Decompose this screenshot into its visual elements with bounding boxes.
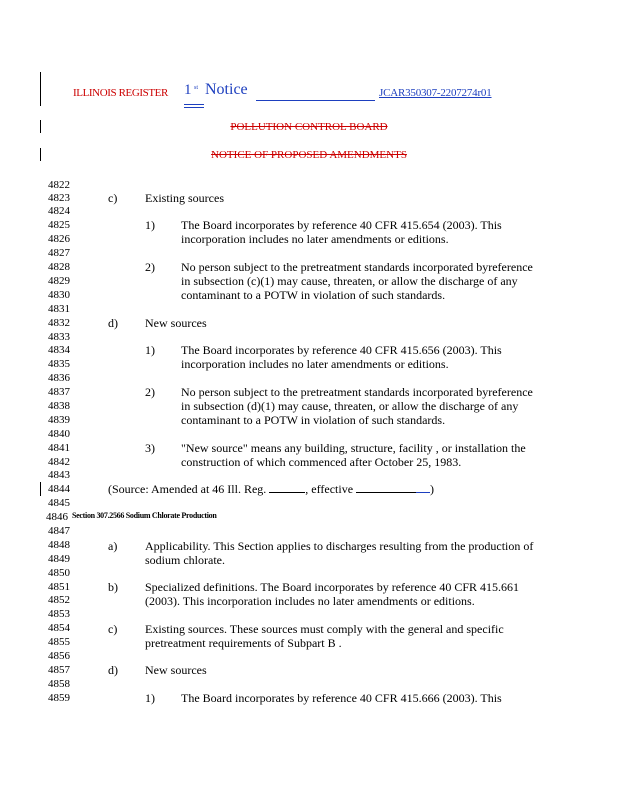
paragraph-text: The Board incorporates by reference 40 CFR 415.654 (2003). This	[181, 218, 502, 232]
line-number: 4854	[48, 622, 70, 634]
line-number: 4832	[48, 317, 70, 329]
paragraph-label: 2)	[145, 260, 155, 274]
line-number: 4851	[48, 581, 70, 593]
paragraph-text: No person subject to the pretreatment standards incorporated byreference	[181, 385, 533, 399]
notice-title: NOTICE OF PROPOSED AMENDMENTS	[211, 149, 407, 161]
paragraph-text: "New source" means any building, structure, facility , or installation the	[181, 441, 526, 455]
header-underline	[184, 104, 204, 105]
line-number: 4822	[48, 179, 70, 191]
line-number: 4828	[48, 261, 70, 273]
paragraph-text: The Board incorporates by reference 40 CFR 415.656 (2003). This	[181, 343, 502, 357]
paragraph-text: No person subject to the pretreatment standards incorporated byreference	[181, 260, 533, 274]
paragraph-text: (2003). This incorporation includes no later amendments or editions.	[145, 594, 475, 608]
subsection-label: d)	[108, 663, 118, 677]
issue-suffix: st	[194, 85, 199, 91]
line-number: 4838	[48, 400, 70, 412]
section-heading: Section 307.2566 Sodium Chlorate Production	[72, 511, 217, 520]
source-note	[108, 482, 434, 496]
paragraph-text: in subsection (d)(1) may cause, threaten, or allow the discharge of any	[181, 399, 519, 413]
subsection-label: c)	[108, 191, 118, 205]
header-underline	[184, 107, 204, 108]
line-number: 4837	[48, 386, 70, 398]
line-number: 4855	[48, 636, 70, 648]
subsection-label: d)	[108, 316, 118, 330]
line-number: 4859	[48, 692, 70, 704]
source-note-close: )	[430, 482, 435, 496]
subsection-label: c)	[108, 622, 118, 636]
paragraph-label: 1)	[145, 218, 155, 232]
paragraph-text: The Board incorporates by reference 40 CFR 415.666 (2003). This	[181, 691, 502, 705]
header-blank-line	[256, 100, 375, 101]
paragraph-text: pretreatment requirements of Subpart B .	[145, 636, 342, 650]
notice-label: Notice	[205, 81, 248, 98]
line-number: 4857	[48, 664, 70, 676]
source-note-effective: , effective	[305, 482, 354, 496]
paragraph-text: in subsection (c)(1) may cause, threaten, or allow the discharge of any	[181, 274, 518, 288]
line-number: 4839	[48, 414, 70, 426]
line-number: 4834	[48, 344, 70, 356]
line-number: 4846	[46, 511, 68, 523]
subsection-heading: New sources	[145, 316, 207, 330]
line-number: 4853	[48, 608, 70, 620]
paragraph-text: sodium chlorate.	[145, 553, 225, 567]
register-title: ILLINOIS REGISTER	[73, 87, 168, 99]
line-number: 4827	[48, 247, 70, 259]
line-number: 4844	[48, 483, 70, 495]
subsection-label: b)	[108, 580, 118, 594]
line-number: 4841	[48, 442, 70, 454]
line-number: 4830	[48, 289, 70, 301]
line-number: 4856	[48, 650, 70, 662]
line-number: 4826	[48, 233, 70, 245]
paragraph-label: 2)	[145, 385, 155, 399]
jcar-id: JCAR350307-2207274r01	[379, 87, 492, 99]
register-page-blank	[269, 482, 305, 493]
line-number: 4848	[48, 539, 70, 551]
line-number: 4858	[48, 678, 70, 690]
line-number: 4843	[48, 469, 70, 481]
line-number: 4845	[48, 497, 70, 509]
paragraph-text: construction of which commenced after October 25, 1983.	[181, 455, 462, 469]
board-name: POLLUTION CONTROL BOARD	[230, 121, 388, 133]
change-bar	[40, 482, 41, 496]
paragraph-label: 3)	[145, 441, 155, 455]
paragraph-text: contaminant to a POTW in violation of such standards.	[181, 288, 446, 302]
line-number: 4829	[48, 275, 70, 287]
line-number: 4840	[48, 428, 70, 440]
subsection-heading: Existing sources	[145, 191, 224, 205]
line-number: 4833	[48, 331, 70, 343]
paragraph-text: incorporation includes no later amendments or editions.	[181, 357, 449, 371]
line-number: 4825	[48, 219, 70, 231]
line-number: 4836	[48, 372, 70, 384]
line-number: 4831	[48, 303, 70, 315]
line-number: 4850	[48, 567, 70, 579]
paragraph-text: Applicability. This Section applies to discharges resulting from the production of	[145, 539, 534, 553]
line-number: 4824	[48, 205, 70, 217]
paragraph-label: 1)	[145, 691, 155, 705]
line-number: 4852	[48, 594, 70, 606]
line-number: 4842	[48, 456, 70, 468]
line-number: 4823	[48, 192, 70, 204]
paragraph-label: 1)	[145, 343, 155, 357]
subsection-label: a)	[108, 539, 118, 553]
source-note-prefix: (Source: Amended at 46 Ill. Reg.	[108, 482, 267, 496]
subsection-heading: New sources	[145, 663, 207, 677]
line-number: 4835	[48, 358, 70, 370]
paragraph-text: Existing sources. These sources must comply with the general and specific	[145, 622, 504, 636]
paragraph-text: contaminant to a POTW in violation of such standards.	[181, 413, 446, 427]
effective-date-blank-insert	[416, 482, 430, 493]
line-number: 4849	[48, 553, 70, 565]
line-number: 4847	[48, 525, 70, 537]
effective-date-blank	[356, 482, 416, 493]
paragraph-text: Specialized definitions. The Board incorporates by reference 40 CFR 415.661	[145, 580, 520, 594]
paragraph-text: incorporation includes no later amendments or editions.	[181, 232, 449, 246]
change-bar	[40, 72, 41, 106]
issue-number: 1	[184, 82, 192, 98]
